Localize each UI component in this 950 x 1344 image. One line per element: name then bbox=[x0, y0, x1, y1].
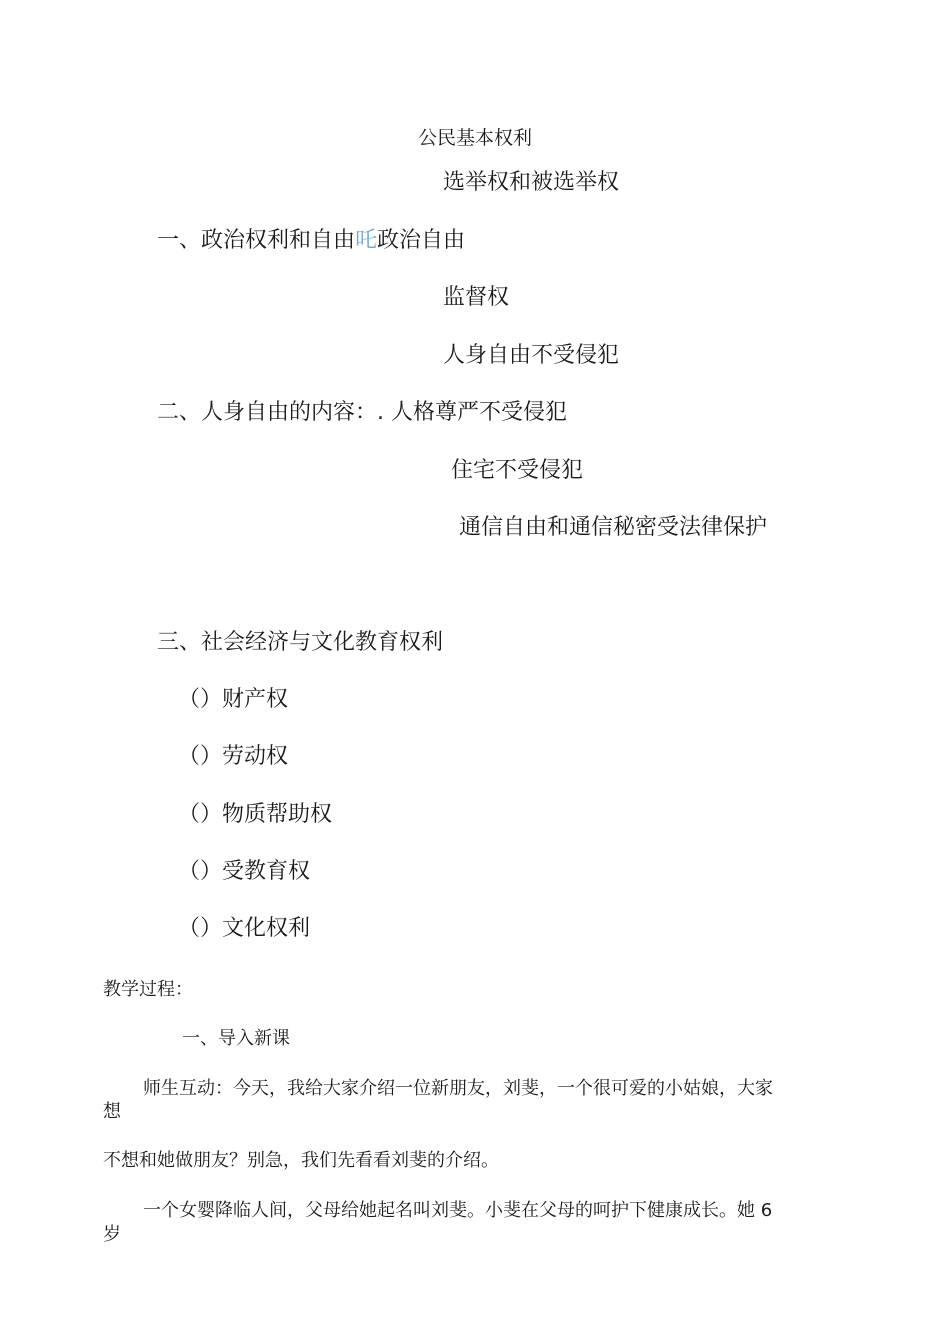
outline-section-2: 二、人身自由的内容：. 人格尊严不受侵犯 bbox=[157, 400, 567, 425]
paragraph-1-line-1: 师生互动：今天，我给大家介绍一位新朋友，刘斐，一个很可爱的小姑娘，大家 bbox=[143, 1078, 773, 1099]
outline-supervision: 监督权 bbox=[443, 285, 510, 310]
outline-elections: 选举权和被选举权 bbox=[443, 170, 620, 195]
rights-item-culture: （）文化权利 bbox=[178, 916, 311, 941]
outline-personal-freedom: 人身自由不受侵犯 bbox=[443, 343, 620, 368]
process-subheading: 一、导入新课 bbox=[182, 1028, 290, 1049]
outline-section-1 bbox=[157, 230, 465, 252]
paragraph-2-line-1: 一个女婴降临人间，父母给她起名叫刘斐。小斐在父母的呵护下健康成长。她 6 bbox=[143, 1200, 773, 1221]
rights-item-material-aid: （）物质帮助权 bbox=[178, 802, 333, 827]
paragraph-1-line-2: 想 bbox=[103, 1101, 121, 1122]
rights-item-education: （）受教育权 bbox=[178, 859, 311, 884]
paragraph-2-line-2: 岁 bbox=[103, 1224, 121, 1245]
outline-section-3: 三、社会经济与文化教育权利 bbox=[157, 630, 444, 655]
rights-item-property: （）财产权 bbox=[178, 687, 289, 712]
outline-correspondence: 通信自由和通信秘密受法律保护 bbox=[459, 515, 768, 540]
page-title: 公民基本权利 bbox=[418, 127, 533, 149]
process-heading: 教学过程： bbox=[103, 979, 193, 1000]
outline-residence: 住宅不受侵犯 bbox=[451, 458, 584, 483]
section-1-mark: 吒 bbox=[355, 228, 378, 253]
section-1-suffix: 政治自由 bbox=[377, 228, 466, 253]
paragraph-1-line-3: 不想和她做朋友？别急，我们先看看刘斐的介绍。 bbox=[103, 1150, 499, 1171]
section-1-prefix: 一、政治权利和自由 bbox=[157, 228, 356, 253]
rights-item-labor: （）劳动权 bbox=[178, 744, 289, 769]
